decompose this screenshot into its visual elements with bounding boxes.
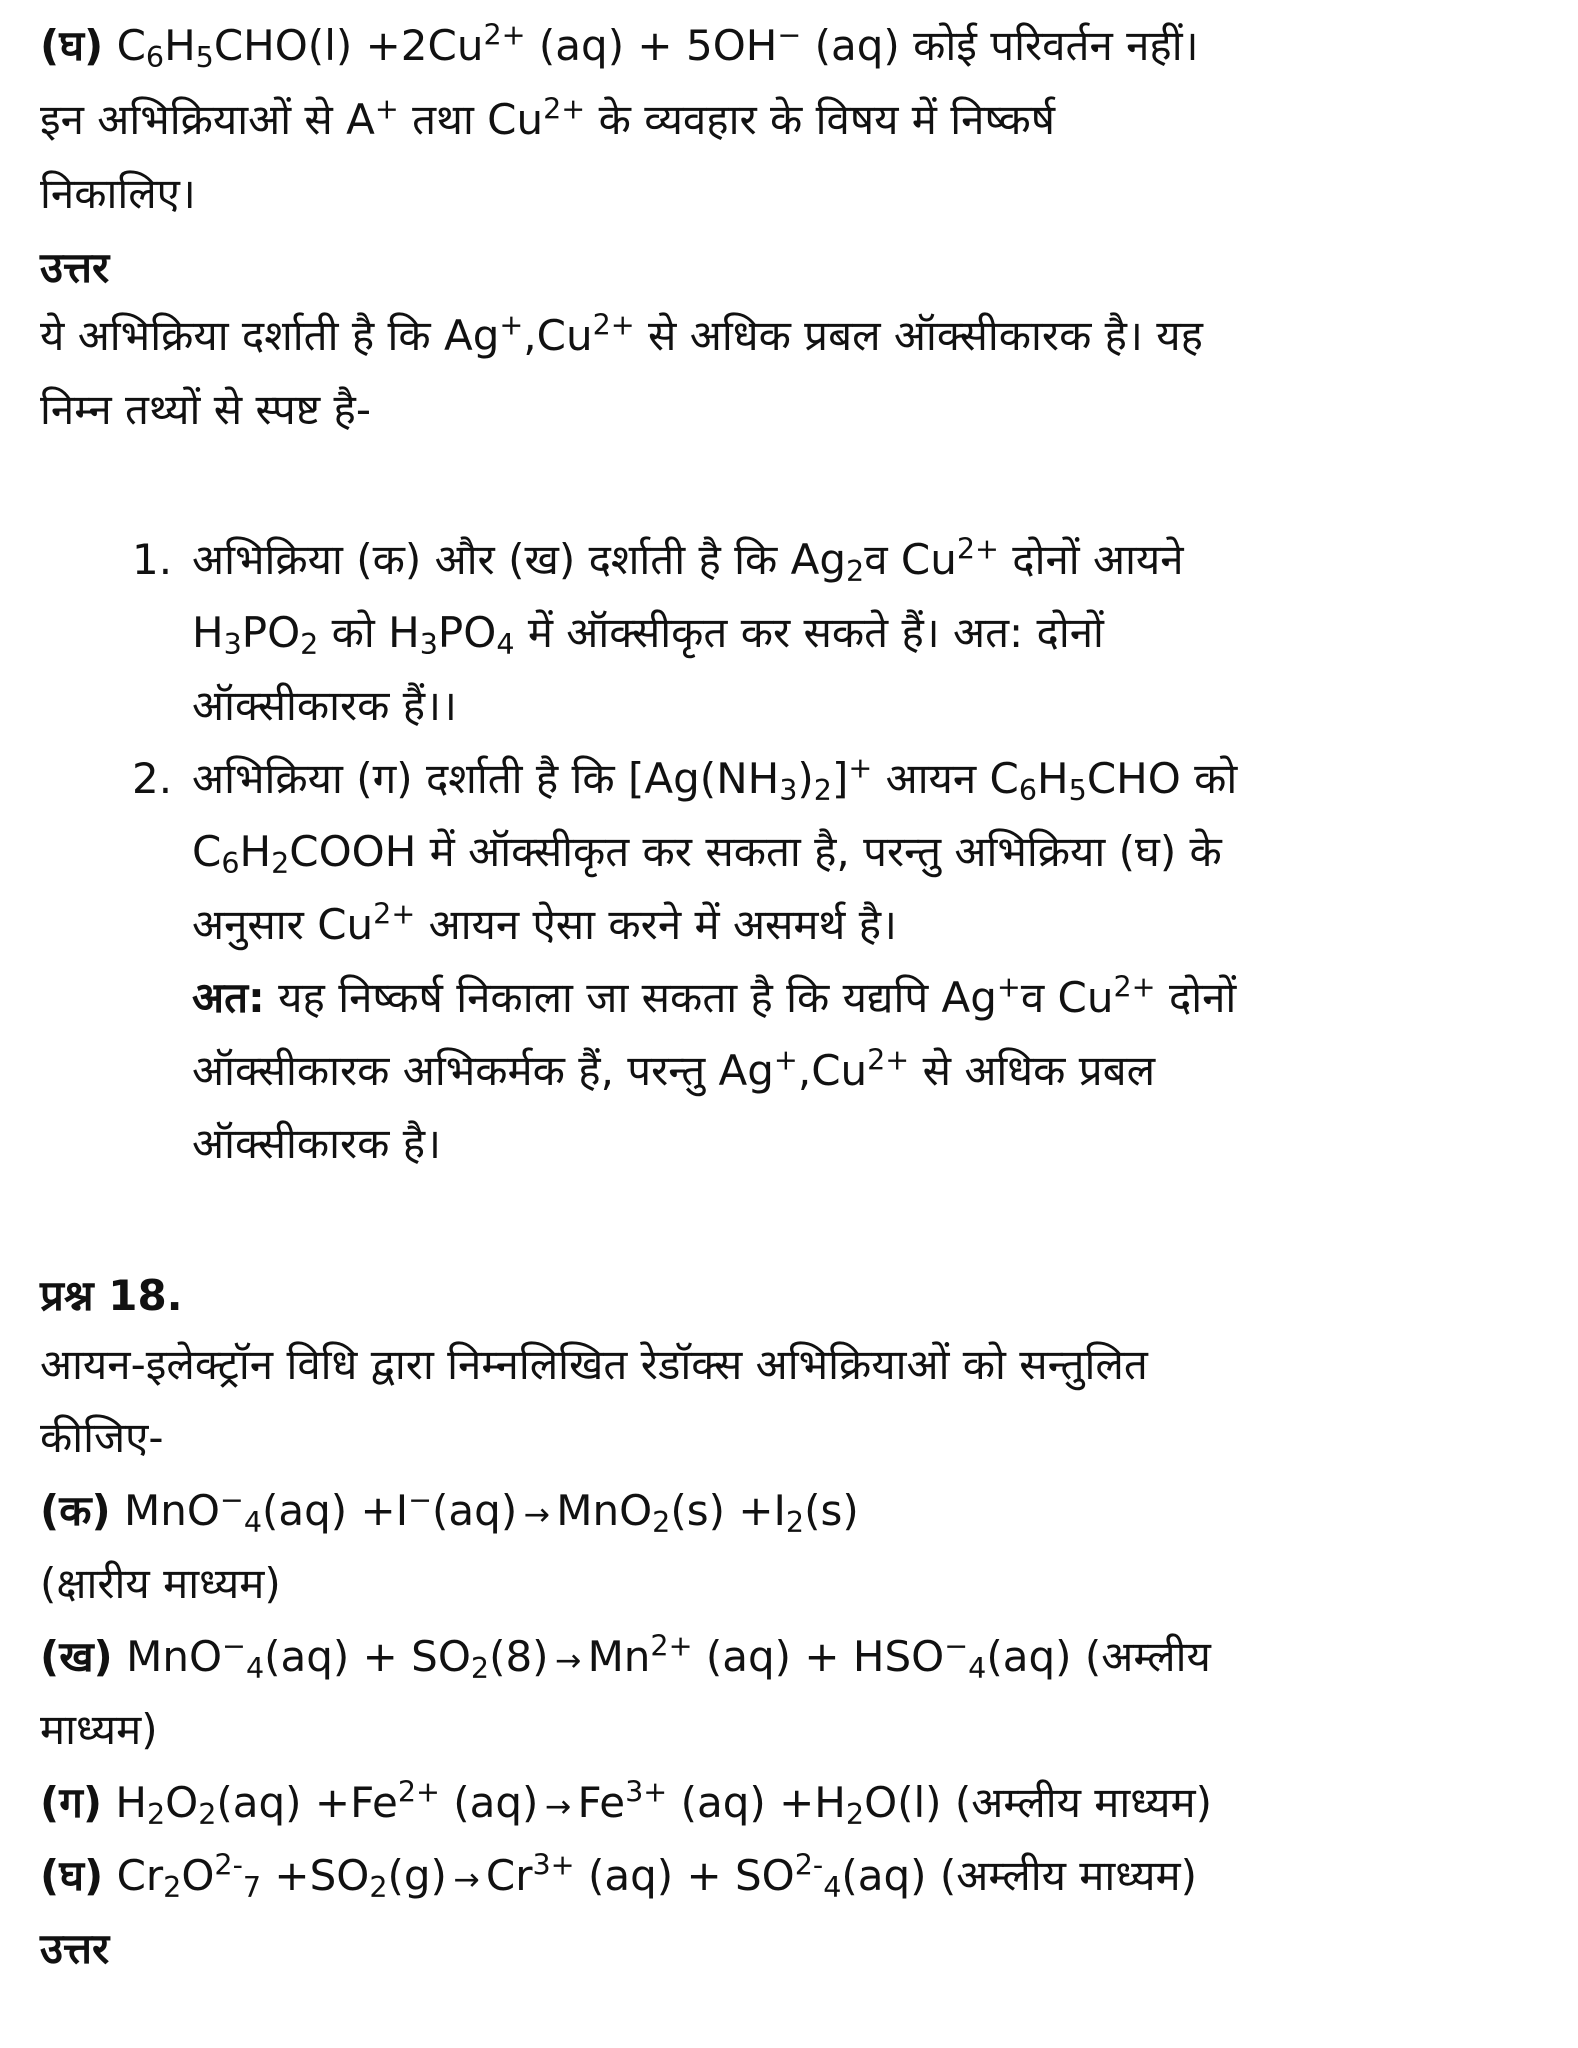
question-text: आयन-इलेक्ट्रॉन विधि द्वारा निम्नलिखित रेडॉक्स अभिक्रियाओं को सन्तुलित <box>40 1340 1148 1389</box>
arrow-icon: → <box>554 1643 582 1679</box>
list-item-text: $H_3PO_2$ को $H_3PO_4$ में ऑक्सीकृत कर सकते हैं। अत: दोनों <box>192 608 1104 662</box>
q17-reaction-d: (घ) $C_6H_5CHO(l) +2Cu^{2+}$ (aq) + 5OH− (aq) कोई परिवर्तन नहीं। <box>40 17 1199 75</box>
question-heading: प्रश्न 18. <box>40 1271 183 1320</box>
reaction-label: (घ) <box>40 21 104 70</box>
list-item-text: ऑक्सीकारक अभिकर्मक हैं, परन्तु $Ag^+,Cu^{2+}$ से अधिक प्रबल <box>192 1042 1156 1095</box>
list-number: 2. <box>132 754 173 803</box>
q17-question-line: निकालिए। <box>40 169 196 218</box>
arrow-icon: → <box>523 1497 550 1533</box>
q18-reaction-b: (ख) $MnO^-_4(aq) + SO_2(8) \to Mn^{2+}$ $(aq) + HSO^-_4(aq)$ (अम्लीय <box>40 1628 1211 1686</box>
answer-heading: उत्तर <box>40 1924 110 1973</box>
q17-question-line: इन अभिक्रियाओं से A+ तथा $Cu^{2+}$ के व्यवहार के विषय में निष्कर्ष <box>40 91 1055 144</box>
list-number: 1. <box>132 535 173 584</box>
list-item-text: ऑक्सीकारक हैं।। <box>192 681 457 730</box>
reaction-label: (क) <box>40 1486 111 1535</box>
answer-heading: उत्तर <box>40 243 110 292</box>
q18-reaction-b-medium: माध्यम) <box>40 1705 158 1754</box>
reaction-label: (घ) <box>40 1851 104 1900</box>
reaction-label: (ग) <box>40 1778 103 1827</box>
q18-reaction-c: (ग) $H_2O_2(aq) +Fe^{2+}$ $(aq) \to Fe^{3+}$ $(aq) +H_2O(l)$ (अम्लीय माध्यम) <box>40 1774 1212 1832</box>
q18-reaction-d: (घ) $Cr_2O^{2-}_7 +SO_2(g) \to Cr^{3+}$ $(aq) + SO^{2-}_4(aq)$ (अम्लीय माध्यम) <box>40 1847 1197 1905</box>
reaction-label: (ख) <box>40 1632 113 1681</box>
q18-reaction-a-medium: (क्षारीय माध्यम) <box>40 1559 281 1608</box>
answer-text: निम्न तथ्यों से स्पष्ट है- <box>40 385 372 434</box>
answer-text: ये अभिक्रिया दर्शाती है कि $Ag^+,Cu^{2+}$ से अधिक प्रबल ऑक्सीकारक है। यह <box>40 307 1203 360</box>
list-item-text: $C_6H_2COOH$ में ऑक्सीकृत कर सकता है, परन्तु अभिक्रिया (घ) के <box>192 827 1222 881</box>
question-text: कीजिए- <box>40 1413 164 1462</box>
list-item-text: ऑक्सीकारक है। <box>192 1119 442 1168</box>
list-item-text: अभिक्रिया (ग) दर्शाती है कि $[Ag(NH_3)_2]^+$ आयन $C_6H_5CHO$ को <box>192 750 1238 808</box>
arrow-icon: → <box>453 1862 480 1898</box>
arrow-icon: → <box>544 1789 572 1825</box>
list-item-text: अत: यह निष्कर्ष निकाला जा सकता है कि यद्यपि Ag+व $Cu^{2+}$ दोनों <box>192 969 1237 1022</box>
list-item-text: अभिक्रिया (क) और (ख) दर्शाती है कि $Ag_2व$ $Cu^{2+}$ दोनों आयने <box>192 531 1184 589</box>
list-item-text: अनुसार $Cu^{2+}$ आयन ऐसा करने में असमर्थ है। <box>192 896 897 949</box>
q18-reaction-a: (क) $MnO^-_4(aq) +I^-(aq) \to MnO_2(s) +I_2(s)$ <box>40 1482 859 1540</box>
